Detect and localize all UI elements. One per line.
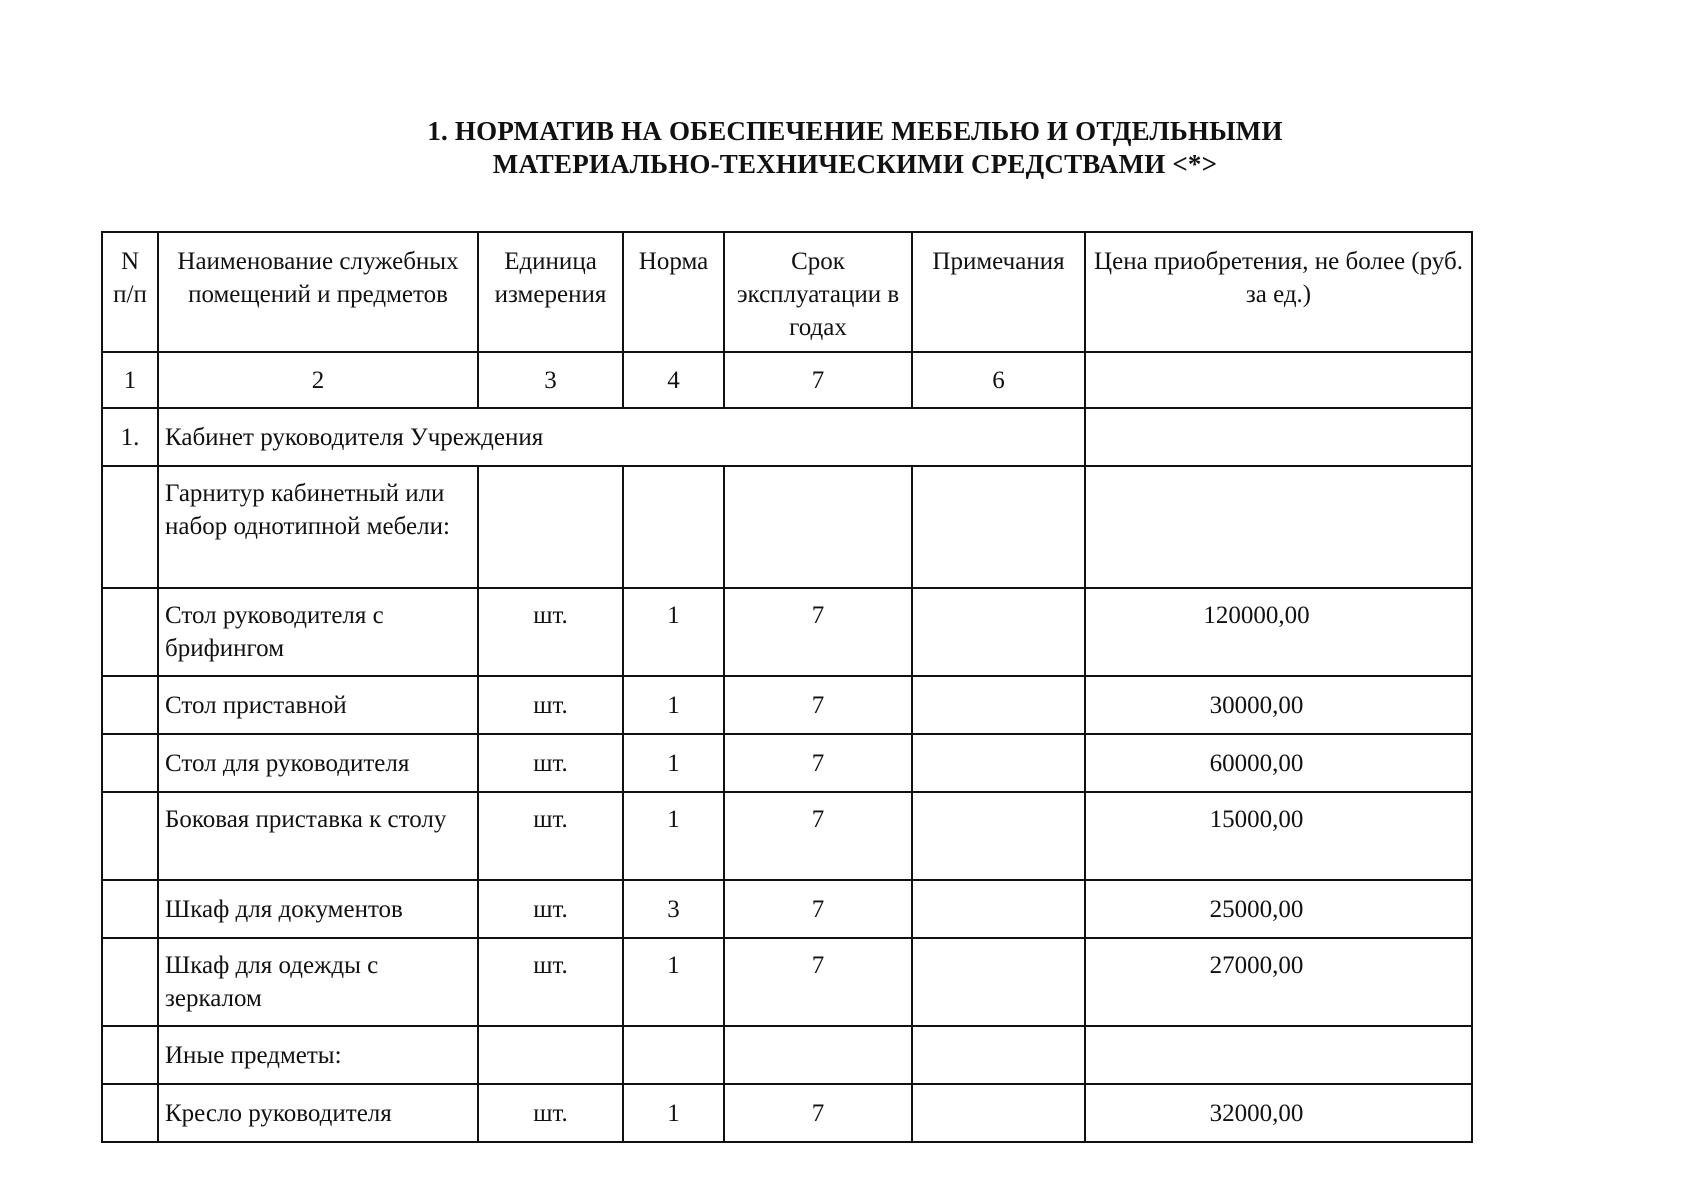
item-name: Шкаф для одежды с зеркалом	[158, 938, 478, 1026]
item-name: Стол руководителя с брифингом	[158, 588, 478, 676]
item-unit: шт.	[478, 880, 623, 938]
item-norm: 1	[623, 1084, 724, 1142]
item-price: 25000,00	[1085, 880, 1472, 938]
item-norm: 1	[623, 792, 724, 880]
item-term: 7	[724, 1084, 912, 1142]
item-term: 7	[724, 938, 912, 1026]
item-unit: шт.	[478, 676, 623, 734]
group-label-furniture: Гарнитур кабинетный или набор однотипной мебели:	[158, 466, 478, 588]
item-norm: 1	[623, 734, 724, 792]
item-unit: шт.	[478, 734, 623, 792]
column-number: 1	[102, 352, 158, 408]
group-row-other	[102, 1026, 1472, 1084]
norms-table	[101, 231, 1473, 1143]
item-name: Стол приставной	[158, 676, 478, 734]
section-number: 1.	[102, 408, 158, 466]
item-term: 7	[724, 676, 912, 734]
table-row	[102, 1084, 1472, 1142]
item-price: 120000,00	[1085, 588, 1472, 676]
section-row	[102, 408, 1472, 466]
header-norm: Норма	[623, 232, 724, 352]
item-price: 32000,00	[1085, 1084, 1472, 1142]
header-number: N п/п	[102, 232, 158, 352]
item-name: Стол для руководителя	[158, 734, 478, 792]
item-price: 30000,00	[1085, 676, 1472, 734]
table-row	[102, 588, 1472, 676]
table-row	[102, 938, 1472, 1026]
item-term: 7	[724, 734, 912, 792]
item-name: Боковая приставка к столу	[158, 792, 478, 880]
table-header-row	[102, 232, 1472, 352]
column-number: 4	[623, 352, 724, 408]
item-term: 7	[724, 588, 912, 676]
column-number: 6	[912, 352, 1085, 408]
item-norm: 1	[623, 676, 724, 734]
item-price: 60000,00	[1085, 734, 1472, 792]
column-number-row	[102, 352, 1472, 408]
item-note	[912, 880, 1085, 938]
group-label-other: Иные предметы:	[158, 1026, 478, 1084]
title-line-2: МАТЕРИАЛЬНО-ТЕХНИЧЕСКИМИ СРЕДСТВАМИ <*>	[492, 149, 1218, 179]
item-price: 27000,00	[1085, 938, 1472, 1026]
item-unit: шт.	[478, 588, 623, 676]
item-norm: 3	[623, 880, 724, 938]
item-term: 7	[724, 880, 912, 938]
item-note	[912, 676, 1085, 734]
column-number	[1085, 352, 1472, 408]
section-price	[1085, 408, 1472, 466]
table-row	[102, 734, 1472, 792]
item-name: Шкаф для документов	[158, 880, 478, 938]
item-unit: шт.	[478, 1084, 623, 1142]
item-term: 7	[724, 792, 912, 880]
header-term: Срок эксплуатации в годах	[724, 232, 912, 352]
column-number: 3	[478, 352, 623, 408]
table-row	[102, 676, 1472, 734]
item-note	[912, 588, 1085, 676]
item-note	[912, 734, 1085, 792]
column-number: 2	[158, 352, 478, 408]
header-price: Цена приобретения, не более (руб. за ед.)	[1085, 232, 1472, 352]
item-norm: 1	[623, 588, 724, 676]
item-unit: шт.	[478, 792, 623, 880]
title-line-1: 1. НОРМАТИВ НА ОБЕСПЕЧЕНИЕ МЕБЕЛЬЮ И ОТДЕЛЬНЫМИ	[427, 116, 1283, 146]
group-row-furniture	[102, 466, 1472, 588]
section-title: Кабинет руководителя Учреждения	[158, 408, 1085, 466]
item-note	[912, 792, 1085, 880]
table-row	[102, 880, 1472, 938]
item-note	[912, 938, 1085, 1026]
item-unit: шт.	[478, 938, 623, 1026]
header-unit: Единица измерения	[478, 232, 623, 352]
item-price: 15000,00	[1085, 792, 1472, 880]
header-name: Наименование служебных помещений и предметов	[158, 232, 478, 352]
item-norm: 1	[623, 938, 724, 1026]
table-row	[102, 792, 1472, 880]
header-notes: Примечания	[912, 232, 1085, 352]
item-name: Кресло руководителя	[158, 1084, 478, 1142]
document-title	[160, 115, 1550, 181]
item-note	[912, 1084, 1085, 1142]
column-number: 7	[724, 352, 912, 408]
